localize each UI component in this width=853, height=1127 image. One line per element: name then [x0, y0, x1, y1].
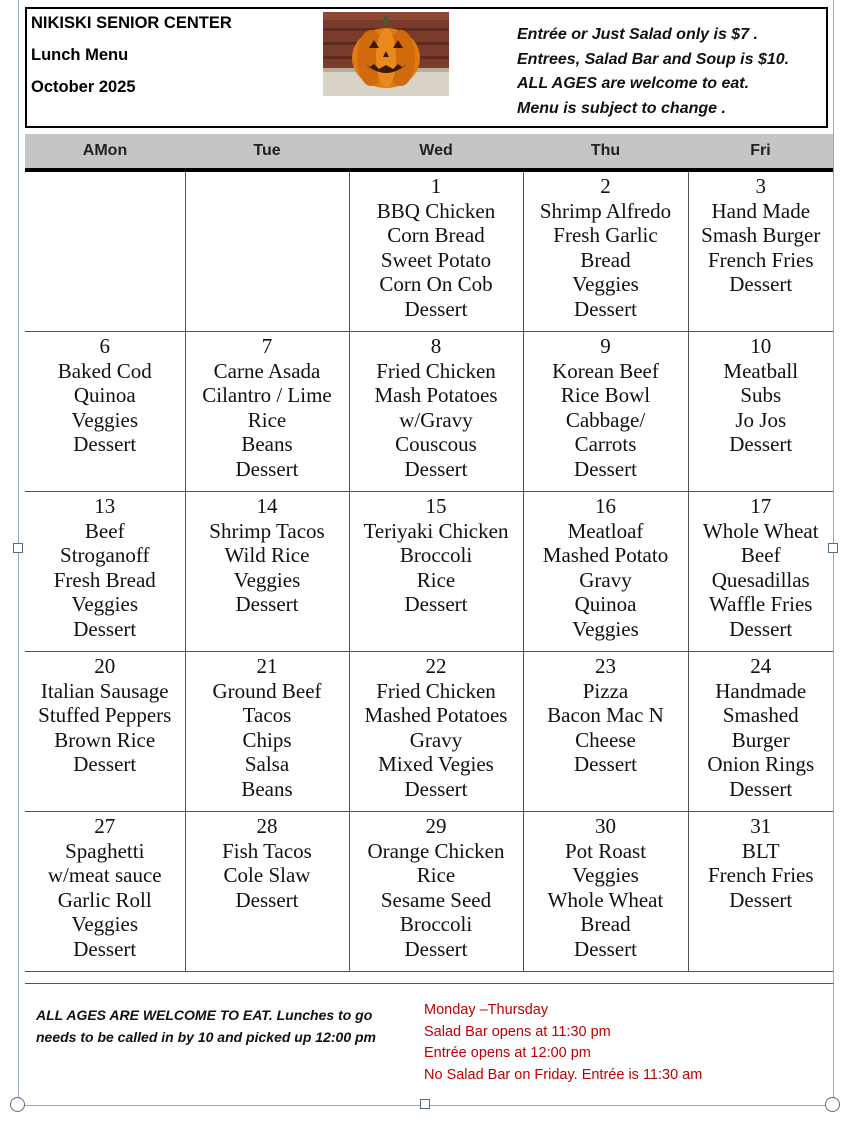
menu-item: Rice Bowl: [560, 383, 651, 408]
menu-item: Teriyaki Chicken: [363, 518, 509, 543]
menu-item: Dessert: [235, 887, 299, 912]
menu-item: Dessert: [729, 776, 793, 801]
menu-item: Dessert: [729, 616, 793, 641]
weekday-header: Wed: [349, 134, 523, 170]
menu-item: French Fries: [707, 863, 814, 888]
menu-item: Pot Roast: [564, 838, 647, 863]
menu-item: Sesame Seed: [380, 887, 492, 912]
day-number: 7: [261, 334, 273, 358]
weekday-header-row: [25, 134, 833, 170]
resize-handle-bottom-right[interactable]: [825, 1097, 840, 1112]
schedule-line: Salad Bar opens at 11:30 pm: [424, 1023, 611, 1040]
menu-item: Shrimp Alfredo: [539, 198, 672, 223]
menu-item: Dessert: [404, 296, 468, 321]
menu-item: Gravy: [579, 567, 632, 592]
menu-item: Veggies: [572, 272, 639, 297]
calendar-day-cell: [688, 170, 833, 332]
menu-item: Gravy: [409, 727, 463, 752]
menu-item: French Fries: [707, 247, 814, 272]
calendar-day-cell: [25, 332, 185, 492]
schedule-line: Entrée opens at 12:00 pm: [424, 1045, 591, 1061]
calendar-day-cell: [523, 812, 688, 972]
menu-month: October 2025: [31, 78, 136, 96]
resize-handle-bottom-left[interactable]: [10, 1097, 25, 1112]
menu-item: Wild Rice: [224, 543, 310, 568]
menu-item: Ground Beef: [212, 678, 322, 703]
calendar-week-row: [25, 170, 833, 332]
menu-item: Rice: [416, 863, 456, 888]
menu-item: Stroganoff: [60, 543, 150, 568]
weekday-header: Thu: [523, 134, 688, 170]
menu-item: Carne Asada: [213, 358, 321, 383]
menu-item: Beef: [740, 543, 781, 568]
menu-item: Cabbage/: [565, 407, 646, 432]
day-number: 2: [600, 174, 611, 198]
menu-item: Dessert: [729, 432, 793, 457]
day-number: 28: [256, 814, 278, 838]
menu-header: [25, 7, 828, 128]
menu-item: Orange Chicken: [367, 838, 505, 863]
menu-item: Corn On Cob: [379, 272, 493, 297]
menu-item: Cheese: [575, 727, 636, 752]
menu-item: Beans: [241, 432, 293, 457]
menu-item: Beans: [241, 776, 293, 801]
takeout-note: ALL AGES ARE WELCOME TO EAT. Lunches to go needs to be called in by 10 and picked up 12:00 pm: [36, 1007, 376, 1045]
day-number: 1: [430, 174, 442, 198]
day-number: 13: [94, 494, 116, 518]
calendar-day-cell: [25, 170, 185, 332]
menu-item: Dessert: [235, 456, 299, 481]
day-number: 3: [755, 174, 766, 198]
menu-item: Cilantro / Lime: [202, 383, 332, 408]
menu-item: BLT: [741, 838, 780, 863]
calendar-day-cell: [185, 652, 349, 812]
menu-item: Dessert: [404, 456, 468, 481]
calendar-day-cell: [349, 492, 523, 652]
menu-item: Dessert: [729, 887, 793, 912]
menu-item: Sweet Potato: [380, 247, 492, 272]
day-number: 17: [750, 494, 772, 518]
day-number: 21: [256, 654, 278, 678]
menu-item: Dessert: [574, 296, 637, 321]
menu-item: Whole Wheat: [702, 518, 819, 543]
menu-item: Veggies: [233, 567, 301, 592]
menu-item: Spaghetti: [65, 838, 145, 863]
calendar-day-cell: [25, 492, 185, 652]
menu-item: Veggies: [71, 912, 138, 937]
menu-item: Rice: [247, 407, 287, 432]
menu-item: Carrots: [574, 432, 637, 457]
day-number: 6: [99, 334, 110, 358]
schedule-line: No Salad Bar on Friday. Entrée is 11:30 am: [424, 1066, 703, 1083]
menu-item: Subs: [740, 383, 782, 408]
pricing-line: Entrée or Just Salad only is $7 .: [517, 26, 758, 43]
menu-title: Lunch Menu: [31, 46, 129, 64]
weekday-header: Tue: [185, 134, 349, 170]
menu-item: Beef: [84, 518, 125, 543]
menu-item: Quinoa: [73, 383, 136, 408]
center-name: NIKISKI SENIOR CENTER: [31, 14, 232, 32]
menu-item: Bread: [580, 247, 631, 272]
menu-item: Broccoli: [399, 912, 473, 937]
menu-item: Broccoli: [399, 543, 473, 568]
day-number: 20: [94, 654, 116, 678]
menu-item: Veggies: [71, 407, 138, 432]
menu-item: Chips: [242, 727, 292, 752]
lunch-calendar: [25, 134, 833, 972]
calendar-day-cell: [349, 812, 523, 972]
menu-item: Dessert: [73, 616, 137, 641]
day-number: 24: [750, 654, 772, 678]
menu-item: Korean Beef: [552, 358, 659, 383]
menu-item: Fried Chicken: [376, 678, 496, 703]
menu-item: Bacon Mac N: [547, 703, 664, 728]
menu-item: Meatloaf: [567, 518, 644, 543]
resize-handle-bottom[interactable]: [420, 1099, 430, 1109]
menu-item: Italian Sausage: [40, 678, 169, 703]
menu-item: Burger: [731, 727, 790, 752]
menu-item: Smash Burger: [701, 223, 821, 248]
calendar-day-cell: [688, 812, 833, 972]
menu-item: Mash Potatoes: [374, 383, 498, 408]
day-number: 23: [595, 654, 616, 678]
resize-handle-left[interactable]: [13, 543, 23, 553]
menu-item: Dessert: [729, 272, 793, 297]
menu-item: Meatball: [723, 358, 799, 383]
menu-item: Bread: [580, 912, 631, 937]
menu-item: Whole Wheat: [547, 887, 664, 912]
menu-item: Smashed: [722, 703, 799, 728]
day-number: 15: [425, 494, 447, 518]
calendar-day-cell: [349, 652, 523, 812]
calendar-day-cell: [185, 170, 349, 332]
schedule-line: Monday –Thursday: [424, 1002, 549, 1018]
menu-item: Waffle Fries: [709, 592, 813, 617]
menu-item: Salsa: [244, 752, 290, 777]
menu-item: Stuffed Peppers: [38, 703, 172, 728]
calendar-day-cell: [523, 332, 688, 492]
menu-item: Dessert: [73, 752, 137, 777]
calendar-day-cell: [349, 170, 523, 332]
menu-item: Garlic Roll: [57, 887, 152, 912]
menu-item: w/Gravy: [399, 407, 473, 432]
menu-item: Onion Rings: [707, 752, 815, 777]
menu-item: Fish Tacos: [222, 838, 312, 863]
menu-item: Shrimp Tacos: [209, 518, 325, 543]
menu-item: w/meat sauce: [47, 863, 162, 888]
day-number: 8: [430, 334, 442, 358]
serving-schedule: [424, 1000, 702, 1086]
day-number: 22: [425, 654, 447, 678]
calendar-day-cell: [349, 332, 523, 492]
menu-item: Dessert: [404, 592, 468, 617]
day-number: 27: [94, 814, 116, 838]
menu-item: Dessert: [404, 776, 468, 801]
menu-item: Dessert: [73, 432, 137, 457]
menu-item: Baked Cod: [57, 358, 152, 383]
calendar-day-cell: [688, 332, 833, 492]
day-number: 31: [750, 814, 772, 838]
pricing-info: [517, 23, 789, 121]
menu-item: Corn Bread: [387, 223, 485, 248]
header-title-block: [31, 12, 232, 108]
menu-item: Brown Rice: [54, 727, 156, 752]
day-number: 30: [595, 814, 616, 838]
weekday-header: Fri: [688, 134, 833, 170]
calendar-day-cell: [25, 652, 185, 812]
menu-item: Veggies: [572, 616, 639, 641]
menu-item: Rice: [416, 567, 456, 592]
menu-item: Veggies: [71, 592, 138, 617]
calendar-day-cell: [523, 492, 688, 652]
menu-item: Mixed Vegies: [378, 752, 494, 777]
calendar-day-cell: [185, 332, 349, 492]
day-number: 10: [750, 334, 772, 358]
menu-item: Dessert: [574, 752, 637, 777]
menu-item: Dessert: [574, 456, 637, 481]
calendar-day-cell: [185, 812, 349, 972]
calendar-day-cell: [523, 170, 688, 332]
pricing-line: Entrees, Salad Bar and Soup is $10.: [517, 50, 790, 68]
menu-item: BBQ Chicken: [376, 198, 496, 223]
calendar-body: [25, 170, 833, 972]
menu-item: Dessert: [73, 936, 137, 961]
menu-item: Tacos: [242, 703, 292, 728]
calendar-week-row: [25, 812, 833, 972]
menu-item: Pizza: [582, 678, 629, 703]
menu-item: Cole Slaw: [223, 863, 311, 888]
calendar-week-row: [25, 652, 833, 812]
day-number: 16: [595, 494, 616, 518]
menu-item: Mashed Potato: [542, 543, 669, 568]
menu-item: Quesadillas: [711, 567, 810, 592]
menu-item: Mashed Potatoes: [364, 703, 508, 728]
calendar-day-cell: [688, 652, 833, 812]
menu-item: Hand Made: [711, 198, 811, 223]
calendar-day-cell: [523, 652, 688, 812]
menu-item: Fresh Bread: [53, 567, 156, 592]
calendar-day-cell: [25, 812, 185, 972]
menu-item: Dessert: [574, 936, 637, 961]
calendar-day-cell: [185, 492, 349, 652]
day-number: 9: [600, 334, 611, 358]
calendar-day-cell: [688, 492, 833, 652]
jack-o-lantern-pumpkin-photo: [323, 12, 449, 96]
weekday-header: AMon: [25, 134, 185, 170]
calendar-week-row: [25, 332, 833, 492]
day-number: 14: [256, 494, 278, 518]
footer-divider: [25, 983, 833, 984]
menu-item: Jo Jos: [735, 407, 787, 432]
menu-item: Couscous: [395, 432, 477, 457]
menu-item: Dessert: [404, 936, 468, 961]
menu-item: Fresh Garlic: [553, 223, 658, 248]
menu-item: Handmade: [715, 678, 807, 703]
pricing-line: Menu is subject to change .: [517, 99, 726, 117]
menu-item: Quinoa: [574, 592, 637, 617]
menu-item: Dessert: [235, 592, 299, 617]
menu-item: Fried Chicken: [376, 358, 496, 383]
calendar-week-row: [25, 492, 833, 652]
day-number: 29: [425, 814, 447, 838]
menu-item: Veggies: [572, 863, 639, 888]
pricing-line: ALL AGES are welcome to eat.: [517, 75, 750, 92]
